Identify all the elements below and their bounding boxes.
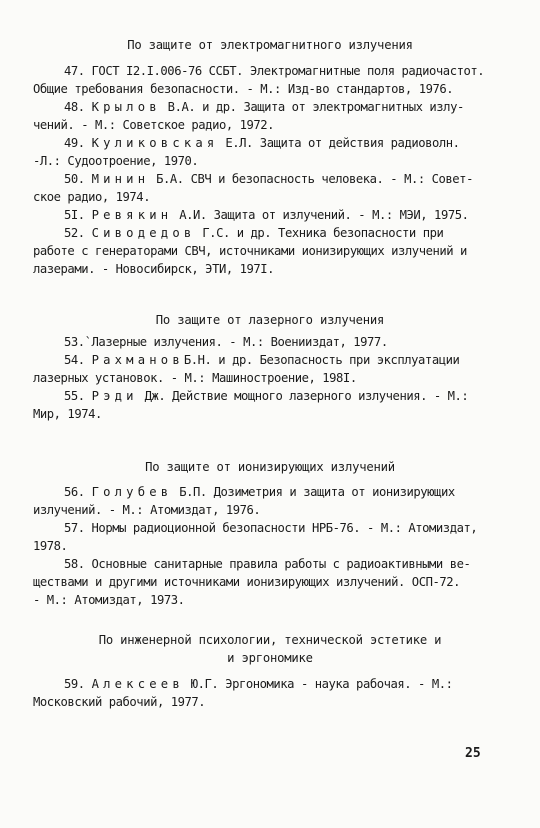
entry-54-line-2: лазерных установок. - М.: Машиностроение, 198I.: [33, 371, 357, 385]
entry-56-line-2: излучений. - М.: Атомиздат, 1976.: [33, 503, 261, 517]
entry-50-line-2: ское радио, 1974.: [33, 190, 151, 204]
entry-51-text: А.И. Защита от излучений. - М.: МЭИ, 1975.: [172, 208, 469, 222]
entry-48-line-2: чений. - М.: Советское радио, 1972.: [33, 118, 275, 132]
entry-52-line-2: работе с генераторами СВЧ, источниками ионизирующих излучений и: [33, 244, 467, 258]
entry-59-text: Ю.Г. Эргономика - наука рабочая. - М.:: [183, 677, 453, 691]
entry-51-author: Ревякин: [91, 208, 173, 222]
entry-59-author: Алексеев: [91, 677, 184, 691]
entry-51-number: 5I.: [64, 208, 85, 222]
entry-49-number: 49.: [64, 136, 85, 150]
entry-48-number: 48.: [64, 100, 85, 114]
section-heading-ionizing: По защите от ионизирующих излучений: [145, 460, 395, 474]
entry-54-text: Б.Н. и др. Безопасность при эксплуатации: [183, 353, 460, 367]
entry-59-line-2: Московский рабочий, 1977.: [33, 695, 206, 709]
page-number: 25: [465, 746, 481, 761]
entry-50-number: 50.: [64, 172, 85, 186]
entry-49-author: Куликовская: [91, 136, 219, 150]
entry-55-author: Рэди: [91, 389, 138, 403]
entry-56-line-1: [33, 485, 455, 499]
entry-58-line-3: - М.: Атомиздат, 1973.: [33, 593, 185, 607]
section-heading-electromagnetic: По защите от электромагнитного излучения: [127, 38, 413, 52]
entry-57-line-1: 57. Нормы радиоционной безопасности НРБ-76. - М.: Атомиздат,: [64, 521, 478, 535]
entry-59-number: 59.: [64, 677, 85, 691]
entry-54-number: 54.: [64, 353, 85, 367]
entry-59-line-1: [33, 677, 453, 691]
entry-47-line-1: 47. ГОСТ I2.I.006-76 ССБТ. Электромагнитные поля радиочастот.: [64, 64, 485, 78]
section-heading-ergonomics: По инженерной психологии, технической эстетике и: [98, 633, 442, 647]
entry-50-text: Б.А. СВЧ и безопасность человека. - М.: Совет-: [149, 172, 473, 186]
entry-52-line-1: [33, 226, 443, 240]
entry-53-line-1: 53.`Лазерные излучения. - М.: Военииздат, 1977.: [64, 335, 388, 349]
entry-58-line-2: ществами и другими источниками ионизирующих излучений. ОСП-72.: [33, 575, 461, 589]
entry-56-number: 56.: [64, 485, 85, 499]
entry-58-line-1: 58. Основные санитарные правила работы с радиоактивными ве-: [64, 557, 471, 571]
entry-52-line-3: лазерами. - Новосибирск, ЭТИ, 197I.: [33, 262, 275, 276]
entry-54-author: Рахманов: [91, 353, 184, 367]
entry-47-line-2: Общие требования безопасности. - М.: Изд-во стандартов, 1976.: [33, 82, 454, 96]
entry-52-text: Г.С. и др. Техника безопасности при: [195, 226, 444, 240]
entry-50-author: Минин: [91, 172, 150, 186]
entry-49-text: Е.Л. Защита от действия радиоволн.: [218, 136, 460, 150]
entry-56-text: Б.П. Дозиметрия и защита от ионизирующих: [172, 485, 455, 499]
entry-52-author: Сиводедов: [91, 226, 196, 240]
entry-51-line-1: [33, 208, 469, 222]
entry-49-line-1: [33, 136, 460, 150]
entry-56-author: Голубев: [91, 485, 173, 499]
entry-55-line-2: Мир, 1974.: [33, 407, 102, 421]
entry-57-line-2: 1978.: [33, 539, 68, 553]
entry-54-line-1: [33, 353, 459, 367]
entry-48-text: В.А. и др. Защита от электромагнитных излу-: [160, 100, 464, 114]
section-heading-ergonomics-line-2: и эргономике: [227, 651, 313, 665]
entry-48-author: Крылов: [91, 100, 161, 114]
entry-55-text: Дж. Действие мощного лазерного излучения. - М.:: [137, 389, 469, 403]
entry-48-line-1: [33, 100, 464, 114]
entry-55-line-1: [33, 389, 468, 403]
entry-49-line-2: -Л.: Судоотроение, 1970.: [33, 154, 199, 168]
entry-52-number: 52.: [64, 226, 85, 240]
entry-50-line-1: [33, 172, 473, 186]
section-heading-laser: По защите от лазерного излучения: [155, 313, 385, 327]
entry-55-number: 55.: [64, 389, 85, 403]
